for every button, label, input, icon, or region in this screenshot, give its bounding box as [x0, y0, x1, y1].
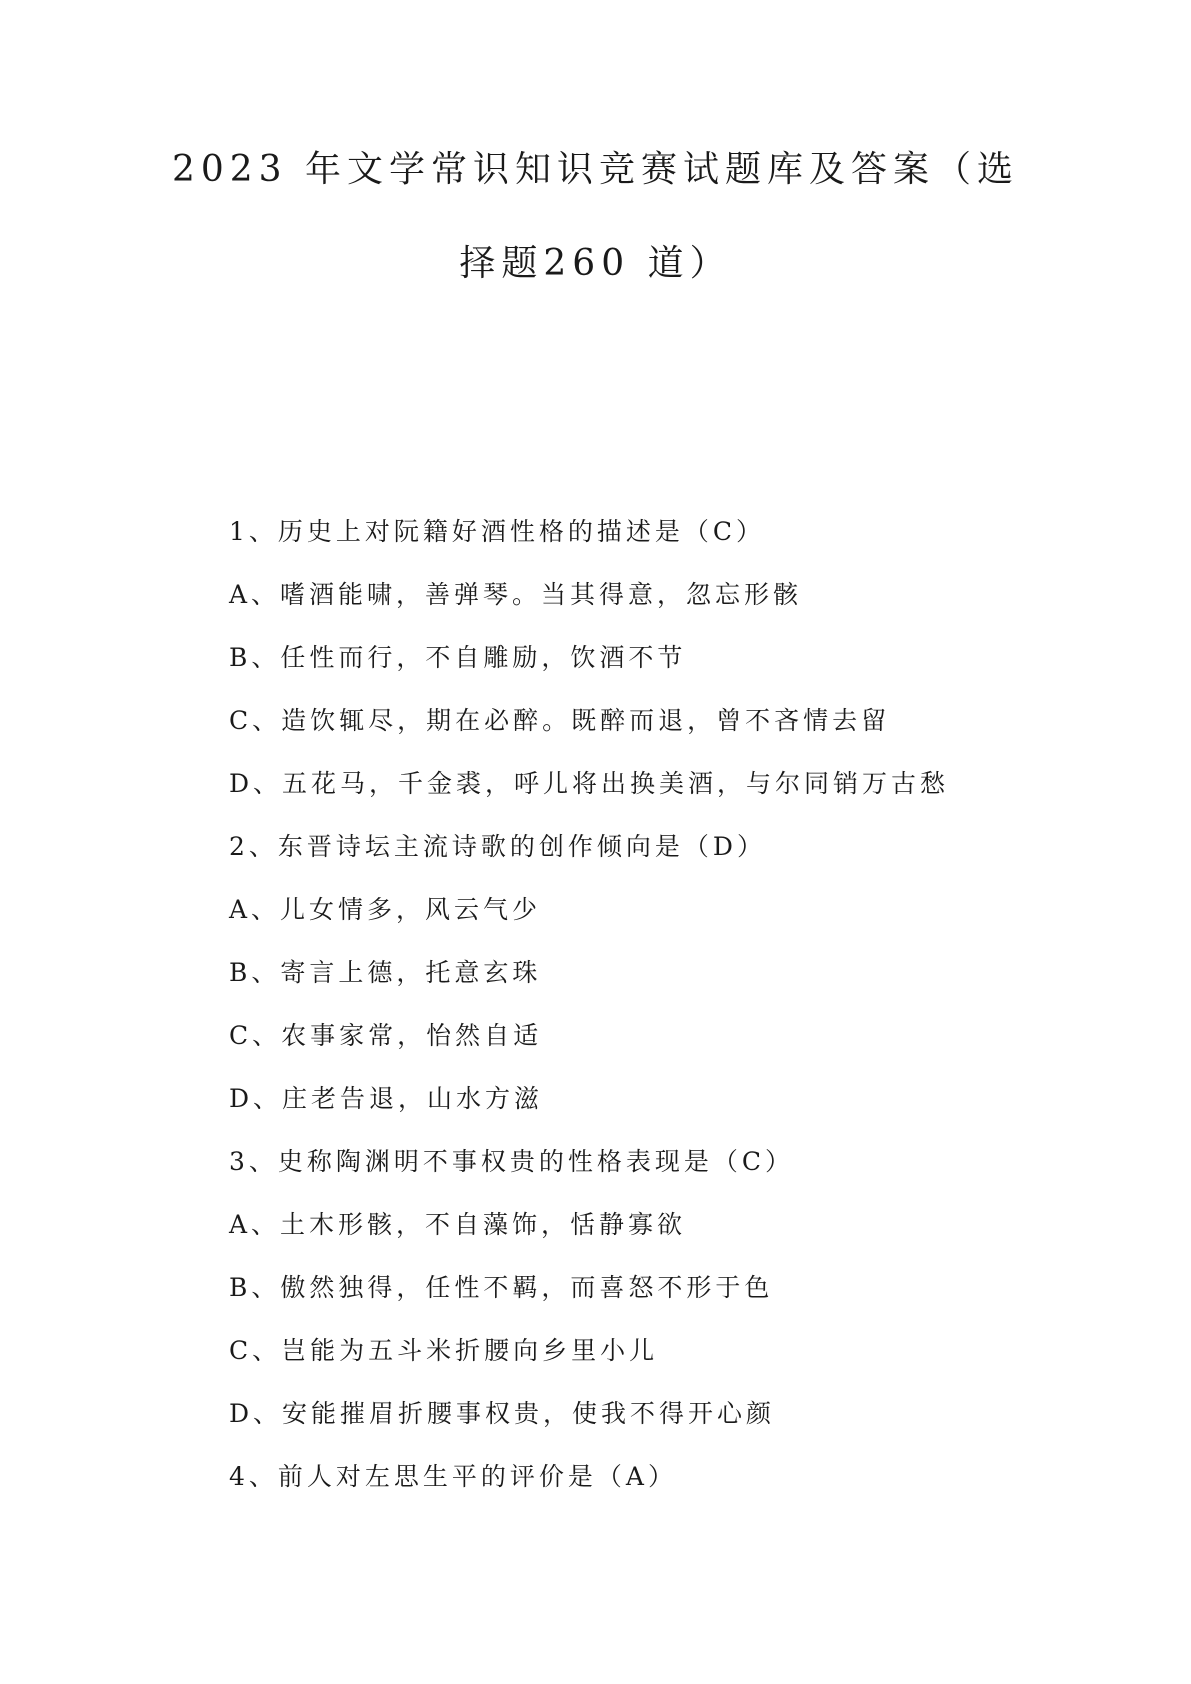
question-3-option-c: C、岂能为五斗米折腰向乡里小儿 [229, 1336, 659, 1365]
question-3-option-a: A、土木形骸，不自藻饰，恬静寡欲 [229, 1210, 687, 1239]
question-3: 3、史称陶渊明不事权贵的性格表现是（C） [229, 1147, 795, 1176]
question-1-option-d: D、五花马，千金裘，呼儿将出换美酒，与尔同销万古愁 [229, 769, 950, 798]
question-1: 1、历史上对阮籍好酒性格的描述是（C） [229, 517, 766, 546]
question-3-option-d: D、安能摧眉折腰事权贵，使我不得开心颜 [229, 1399, 776, 1428]
question-2-option-a: A、儿女情多，风云气少 [229, 895, 542, 924]
question-3-option-b: B、傲然独得，任性不羁，而喜怒不形于色 [229, 1273, 774, 1302]
question-2-option-c: C、农事家常，怡然自适 [229, 1021, 543, 1050]
question-2-option-b: B、寄言上德，托意玄珠 [229, 958, 542, 987]
question-1-option-a: A、嗜酒能啸，善弹琴。当其得意，忽忘形骸 [229, 580, 803, 609]
question-2-option-d: D、庄老告退，山水方滋 [229, 1084, 544, 1113]
question-list [229, 510, 1129, 1518]
question-1-option-c: C、造饮辄尽，期在必醉。既醉而退，曾不吝情去留 [229, 706, 891, 735]
question-1-option-b: B、任性而行，不自雕励，饮酒不节 [229, 643, 687, 672]
document-title-line-1: 2023 年文学常识知识竞赛试题库及答案（选 [171, 149, 1020, 190]
question-2: 2、东晋诗坛主流诗歌的创作倾向是（D） [229, 832, 766, 861]
question-4: 4、前人对左思生平的评价是（A） [229, 1462, 677, 1491]
document-title-line-2: 择题260 道） [459, 243, 732, 284]
